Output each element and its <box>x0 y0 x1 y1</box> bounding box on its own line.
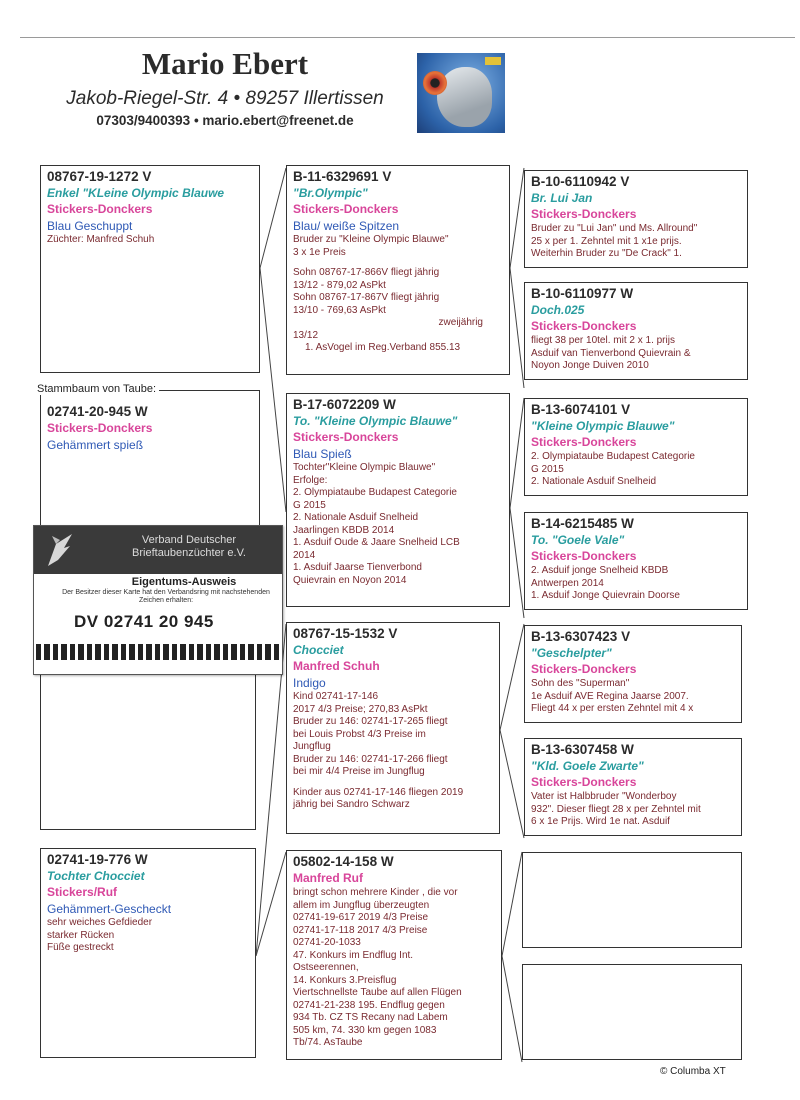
subject-ring: 08767-19-1272 V <box>47 169 152 184</box>
stamm-color: Gehämmert spieß <box>47 438 144 452</box>
note-line: allem im Jungflug überzeugten <box>293 899 430 911</box>
note-line: Viertschnellste Taube auf allen Flügen <box>293 987 462 998</box>
note-line: 2014 <box>293 549 316 561</box>
note-line: Züchter: Manfred Schuh <box>47 234 155 245</box>
dam2-color: Gehämmert-Gescheckt <box>47 902 172 916</box>
mf-breeder: Stickers-Donckers <box>531 435 637 449</box>
ff-ring: B-10-6110942 V <box>531 174 630 189</box>
card-org: Verband Deutscher Brieftaubenzüchter e.V. <box>132 534 246 559</box>
ff-box[interactable] <box>524 170 748 268</box>
card-title: Eigentums-Ausweis <box>131 576 237 588</box>
mother-ring: B-17-6072209 W <box>293 397 396 412</box>
note-line: Jaarlingen KBDB 2014 <box>293 524 395 536</box>
s2f-ring: B-13-6307423 V <box>531 629 631 644</box>
note-line: 02741-17-118 2017 4/3 Preise <box>293 924 428 936</box>
note-line: Asduif van Tienverbond Quievrain & <box>531 347 691 359</box>
empty-box-lower <box>522 964 742 1060</box>
note-line: Tochter"Kleine Olympic Blauwe" <box>293 462 436 473</box>
fm-notes <box>531 335 741 373</box>
card-pattern <box>36 644 280 660</box>
note-line: Tb/74. AsTaube <box>293 1037 363 1048</box>
note-line: G 2015 <box>293 499 326 511</box>
subject-color: Blau Geschuppt <box>47 219 133 233</box>
subject-box[interactable] <box>40 165 260 373</box>
sire2-ring: 08767-15-1532 V <box>293 626 398 641</box>
note-line: Sohn 08767-17-866V fliegt jährig <box>293 267 440 278</box>
father-color: Blau/ weiße Spitzen <box>293 219 400 233</box>
s2m-ring: B-13-6307458 W <box>531 742 634 757</box>
fm-name: Doch.025 <box>531 303 585 317</box>
note-line: 2. Nationale Asduif Snelheid <box>531 476 657 487</box>
stamm-box[interactable] <box>40 390 260 530</box>
owner-name: Mario Ebert <box>141 46 309 81</box>
fm-ring: B-10-6110977 W <box>531 286 634 301</box>
note-line: 1. AsVogel im Reg.Verband 855.13 <box>305 342 461 353</box>
subject-notes <box>47 234 253 247</box>
note-line: 2. Nationale Asduif Snelheid <box>293 512 419 523</box>
fm-breeder: Stickers-Donckers <box>531 319 637 333</box>
father-name: "Br.Olympic" <box>293 186 368 200</box>
note-line: Sohn 08767-17-867V fliegt jährig <box>293 292 440 303</box>
note-line: 934 Tb. CZ TS Recany nad Labem <box>293 1012 448 1023</box>
note-line: bringt schon mehrere Kinder , die vor <box>293 887 458 898</box>
s2m-notes <box>531 791 735 829</box>
ff-breeder: Stickers-Donckers <box>531 207 637 221</box>
mf-box[interactable] <box>524 398 748 496</box>
note-line: 02741-21-238 195. Endflug gegen <box>293 999 445 1011</box>
note-line: 25 x per 1. Zehntel mit 1 x1e prijs. <box>531 235 682 247</box>
note-gap <box>293 259 503 267</box>
note-line: Bruder zu "Kleine Olympic Blauwe" <box>293 234 449 245</box>
dam2-ring: 02741-19-776 W <box>47 852 148 867</box>
note-line: Kind 02741-17-146 <box>293 691 379 702</box>
mother-box[interactable] <box>286 393 510 607</box>
dam2-name: Tochter Chocciet <box>47 869 145 883</box>
note-line: Kinder aus 02741-17-146 fliegen 2019 <box>293 786 464 798</box>
note-line: Quievrain en Noyon 2014 <box>293 574 407 586</box>
note-line: Erfolge: <box>293 474 328 486</box>
note-line: Füße gestreckt <box>47 942 114 953</box>
note-line: starker Rücken <box>47 929 115 941</box>
note-line: 02741-19-617 2019 4/3 Preise <box>293 912 429 923</box>
note-line: Weiterhin Bruder zu "De Crack" 1. <box>531 248 682 259</box>
note-line: 1e Asduif AVE Regina Jaarse 2007. <box>531 690 689 702</box>
stamm-ring: 02741-20-945 W <box>47 404 148 419</box>
subject-name: Enkel "KLeine Olympic Blauwe <box>47 186 225 200</box>
s2m-name: "Kld. Goele Zwarte" <box>531 759 644 773</box>
note-line: Sohn des "Superman" <box>531 678 630 689</box>
d2f-name: Manfred Ruf <box>293 871 363 885</box>
note-line: 3 x 1e Preis <box>293 246 346 258</box>
note-line: 13/10 - 769,63 AsPkt <box>293 304 386 316</box>
d2f-notes <box>293 887 495 1050</box>
s2f-name: "Geschelpter" <box>531 646 612 660</box>
mother-breeder: Stickers-Donckers <box>293 430 399 444</box>
father-breeder: Stickers-Donckers <box>293 202 399 216</box>
card-header <box>34 526 282 574</box>
wing-logo-icon <box>42 530 76 570</box>
note-line: zweijährig <box>438 317 483 328</box>
mother-color: Blau Spieß <box>293 447 352 461</box>
dam2-breeder: Stickers/Ruf <box>47 885 118 899</box>
note-line: 02741-20-1033 <box>293 937 361 948</box>
note-line: 505 km, 74. 330 km gegen 1083 <box>293 1024 437 1036</box>
note-line: 1. Asduif Jonge Quievrain Doorse <box>531 590 680 601</box>
d2f-ring: 05802-14-158 W <box>293 854 394 869</box>
note-line: 47. Konkurs im Endflug Int. <box>293 949 414 961</box>
dam2-box[interactable] <box>40 848 256 1058</box>
ff-name: Br. Lui Jan <box>531 191 593 205</box>
note-line: bei Louis Probst 4/3 Preise im <box>293 728 426 740</box>
s2f-box[interactable] <box>524 625 742 723</box>
note-line: 2. Olympiataube Budapest Categorie <box>293 487 457 498</box>
note-line: 1. Asduif Oude & Jaare Snelheid LCB <box>293 537 460 548</box>
stamm-lower-box <box>40 670 256 830</box>
note-line: sehr weiches Gefdieder <box>47 917 153 928</box>
note-line: Bruder zu 146: 02741-17-265 fliegt <box>293 716 448 727</box>
note-line: 13/12 - 879,02 AsPkt <box>293 279 386 291</box>
mm-breeder: Stickers-Donckers <box>531 549 637 563</box>
mother-name: To. "Kleine Olympic Blauwe" <box>293 414 458 428</box>
sire2-breeder: Manfred Schuh <box>293 659 380 673</box>
empty-box-upper <box>522 852 742 948</box>
note-line: 14. Konkurs 3.Preisflug <box>293 974 397 986</box>
note-line: Bruder zu 146: 02741-17-266 fliegt <box>293 753 448 765</box>
father-notes <box>293 234 503 355</box>
owner-address: Jakob-Riegel-Str. 4 • 89257 Illertissen <box>66 88 384 109</box>
note-line: Bruder zu "Lui Jan" und Ms. Allround" <box>531 223 698 234</box>
card-ring-number: DV 02741 20 945 <box>74 612 214 631</box>
mf-name: "Kleine Olympic Blauwe" <box>531 419 675 433</box>
note-line: Ostseerennen, <box>293 962 359 973</box>
mm-name: To. "Goele Vale" <box>531 533 625 547</box>
sire2-notes <box>293 691 493 812</box>
footer-credit: © Columba XT <box>660 1066 726 1077</box>
father-box[interactable] <box>286 165 510 375</box>
note-line: Vater ist Halbbruder "Wonderboy <box>531 791 677 802</box>
subject-breeder: Stickers-Donckers <box>47 202 153 216</box>
mf-notes <box>531 451 741 489</box>
card-description: Der Besitzer dieser Karte hat den Verbandsring mit nachstehenden Zeichen erhalten: <box>62 589 270 604</box>
note-line: G 2015 <box>531 463 564 475</box>
fm-box[interactable] <box>524 282 748 380</box>
note-line: Antwerpen 2014 <box>531 577 604 589</box>
mm-box[interactable] <box>524 512 748 610</box>
s2m-breeder: Stickers-Donckers <box>531 775 637 789</box>
s2f-breeder: Stickers-Donckers <box>531 662 637 676</box>
mm-ring: B-14-6215485 W <box>531 516 634 531</box>
father-ring: B-11-6329691 V <box>293 169 392 184</box>
note-line: 2. Asduif jonge Snelheid KBDB <box>531 565 669 576</box>
note-line: 932". Dieser fliegt 28 x per Zehntel mit <box>531 803 701 815</box>
note-line: Jungflug <box>293 741 331 752</box>
s2m-box[interactable] <box>524 738 742 836</box>
mm-notes <box>531 565 741 603</box>
note-line: 2017 4/3 Preise; 270,83 AsPkt <box>293 703 428 715</box>
note-line: 1. Asduif Jaarse Tienverbond <box>293 562 422 573</box>
note-line: 13/12 <box>293 329 319 341</box>
note-line: 2. Olympiataube Budapest Categorie <box>531 451 695 462</box>
dam2-notes <box>47 917 249 955</box>
note-line: Fliegt 44 x per ersten Zehntel mit 4 x <box>531 703 694 714</box>
sire2-name: Chocciet <box>293 643 344 657</box>
note-line: jährig bei Sandro Schwarz <box>293 799 410 810</box>
owner-contact: 07303/9400393 • mario.ebert@freenet.de <box>96 113 354 128</box>
note-line: 6 x 1e Prijs. Wird 1e nat. Asduif <box>531 816 670 827</box>
sire2-color: Indigo <box>293 676 326 690</box>
stamm-breeder: Stickers-Donckers <box>47 421 153 435</box>
mf-ring: B-13-6074101 V <box>531 402 631 417</box>
note-line: bei mir 4/4 Preise im Jungflug <box>293 766 425 777</box>
note-gap <box>293 779 493 787</box>
d2f-box[interactable] <box>286 850 502 1060</box>
s2f-notes <box>531 678 735 716</box>
mother-notes <box>293 462 503 587</box>
note-line: fliegt 38 per 10tel. mit 2 x 1. prijs <box>531 335 675 346</box>
sire2-box[interactable] <box>286 622 500 834</box>
ff-notes <box>531 223 741 261</box>
membership-card <box>33 525 283 675</box>
stammbaum-label: Stammbaum von Taube: <box>34 383 159 395</box>
note-line: Noyon Jonge Duiven 2010 <box>531 360 649 371</box>
